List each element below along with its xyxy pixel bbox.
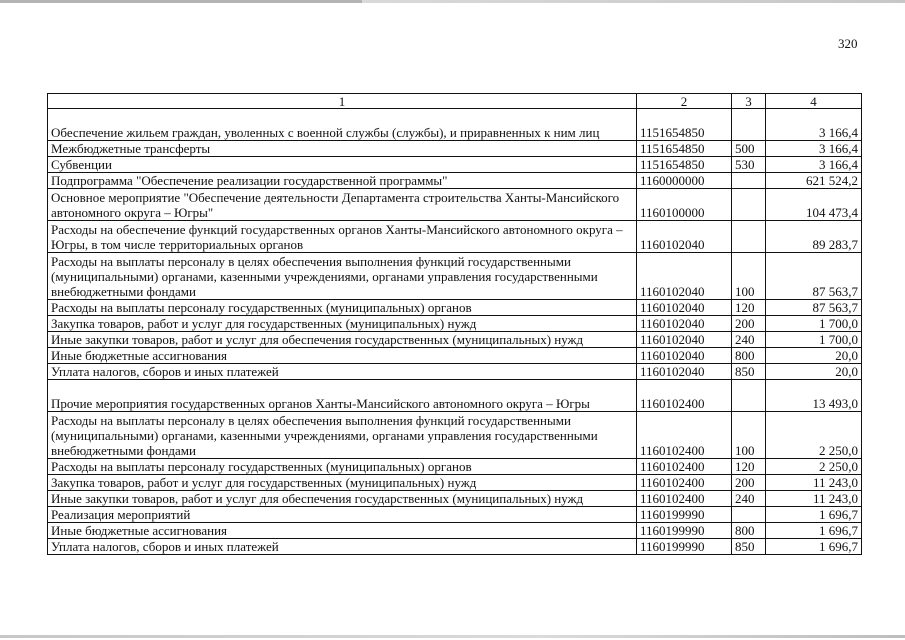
table-header-row	[48, 94, 862, 109]
row-sum: 621 524,2	[766, 173, 862, 189]
table-row	[48, 523, 862, 539]
row-code: 1160100000	[637, 189, 732, 221]
row-name: Реализация мероприятий	[48, 507, 637, 523]
row-type: 120	[732, 300, 766, 316]
row-type	[732, 380, 766, 412]
row-name: Подпрограмма "Обеспечение реализации государственной программы"	[48, 173, 637, 189]
table-row	[48, 332, 862, 348]
row-name: Расходы на выплаты персоналу государственных (муниципальных) органов	[48, 300, 637, 316]
row-sum: 1 700,0	[766, 316, 862, 332]
header-col-1: 1	[48, 94, 637, 109]
table-row	[48, 380, 862, 412]
row-name: Субвенции	[48, 157, 637, 173]
header-col-2: 2	[637, 94, 732, 109]
row-sum: 104 473,4	[766, 189, 862, 221]
row-type: 850	[732, 539, 766, 555]
row-code: 1151654850	[637, 157, 732, 173]
row-code: 1160102400	[637, 380, 732, 412]
row-name: Иные закупки товаров, работ и услуг для обеспечения государственных (муниципальных) нужд	[48, 332, 637, 348]
row-type: 200	[732, 475, 766, 491]
row-sum: 1 700,0	[766, 332, 862, 348]
row-type: 200	[732, 316, 766, 332]
row-name: Иные закупки товаров, работ и услуг для обеспечения государственных (муниципальных) нужд	[48, 491, 637, 507]
row-sum: 3 166,4	[766, 141, 862, 157]
row-sum: 87 563,7	[766, 253, 862, 300]
row-type: 100	[732, 253, 766, 300]
row-code: 1160102400	[637, 459, 732, 475]
row-code: 1160102040	[637, 364, 732, 380]
row-name: Уплата налогов, сборов и иных платежей	[48, 539, 637, 555]
row-sum: 20,0	[766, 364, 862, 380]
table-row	[48, 412, 862, 459]
table-row	[48, 221, 862, 253]
row-code: 1160102400	[637, 491, 732, 507]
row-name: Межбюджетные трансферты	[48, 141, 637, 157]
table-row	[48, 364, 862, 380]
row-sum: 2 250,0	[766, 459, 862, 475]
scan-bottom-edge	[0, 635, 905, 638]
table-row	[48, 348, 862, 364]
row-name: Прочие мероприятия государственных органов Ханты-Мансийского автономного округа – Югры	[48, 380, 637, 412]
row-sum: 11 243,0	[766, 475, 862, 491]
header-col-4: 4	[766, 94, 862, 109]
row-code: 1160102400	[637, 412, 732, 459]
row-name: Обеспечение жильем граждан, уволенных с военной службы (службы), и приравненных к ним лиц	[48, 109, 637, 141]
budget-table	[47, 93, 862, 555]
row-code: 1160102040	[637, 300, 732, 316]
row-type: 240	[732, 332, 766, 348]
row-type: 120	[732, 459, 766, 475]
table-row	[48, 189, 862, 221]
table-row	[48, 300, 862, 316]
row-name: Закупка товаров, работ и услуг для государственных (муниципальных) нужд	[48, 475, 637, 491]
row-name: Закупка товаров, работ и услуг для государственных (муниципальных) нужд	[48, 316, 637, 332]
row-name: Иные бюджетные ассигнования	[48, 348, 637, 364]
row-type	[732, 221, 766, 253]
row-name: Расходы на обеспечение функций государственных органов Ханты-Мансийского автономного округа – Югры, в том числе территориальных органов	[48, 221, 637, 253]
row-type: 100	[732, 412, 766, 459]
row-sum: 20,0	[766, 348, 862, 364]
row-code: 1160102040	[637, 316, 732, 332]
row-type	[732, 189, 766, 221]
table-row	[48, 141, 862, 157]
row-code: 1151654850	[637, 141, 732, 157]
row-type: 530	[732, 157, 766, 173]
table-row	[48, 475, 862, 491]
table-row	[48, 157, 862, 173]
header-col-3: 3	[732, 94, 766, 109]
row-sum: 3 166,4	[766, 157, 862, 173]
row-sum: 1 696,7	[766, 539, 862, 555]
row-code: 1160102400	[637, 475, 732, 491]
row-sum: 11 243,0	[766, 491, 862, 507]
row-type: 850	[732, 364, 766, 380]
row-type: 240	[732, 491, 766, 507]
table-row	[48, 109, 862, 141]
row-name: Иные бюджетные ассигнования	[48, 523, 637, 539]
table-row	[48, 253, 862, 300]
row-code: 1151654850	[637, 109, 732, 141]
row-name: Расходы на выплаты персоналу в целях обеспечения выполнения функций государственными (муниципальными) органами, казенными учреждениями, органами управления государственными внебюджетными фондами	[48, 412, 637, 459]
row-name: Основное мероприятие "Обеспечение деятельности Департамента строительства Ханты-Мансийского автономного округа – Югры"	[48, 189, 637, 221]
row-sum: 2 250,0	[766, 412, 862, 459]
row-code: 1160102040	[637, 348, 732, 364]
scan-top-edge	[0, 0, 905, 3]
row-code: 1160199990	[637, 523, 732, 539]
row-code: 1160199990	[637, 539, 732, 555]
table-row	[48, 539, 862, 555]
table-row	[48, 459, 862, 475]
row-name: Уплата налогов, сборов и иных платежей	[48, 364, 637, 380]
table-row	[48, 507, 862, 523]
table-row	[48, 491, 862, 507]
row-sum: 89 283,7	[766, 221, 862, 253]
row-sum: 1 696,7	[766, 523, 862, 539]
row-code: 1160102040	[637, 221, 732, 253]
row-sum: 3 166,4	[766, 109, 862, 141]
row-sum: 1 696,7	[766, 507, 862, 523]
table-row	[48, 316, 862, 332]
row-sum: 87 563,7	[766, 300, 862, 316]
row-type	[732, 109, 766, 141]
table-row	[48, 173, 862, 189]
row-code: 1160000000	[637, 173, 732, 189]
row-code: 1160102040	[637, 332, 732, 348]
row-code: 1160199990	[637, 507, 732, 523]
row-type: 800	[732, 523, 766, 539]
row-sum: 13 493,0	[766, 380, 862, 412]
row-type	[732, 507, 766, 523]
row-name: Расходы на выплаты персоналу государственных (муниципальных) органов	[48, 459, 637, 475]
row-type: 800	[732, 348, 766, 364]
page-number: 320	[838, 36, 858, 51]
row-type: 500	[732, 141, 766, 157]
row-name: Расходы на выплаты персоналу в целях обеспечения выполнения функций государственными (муниципальными) органами, казенными учреждениями, органами управления государственными внебюджетными фондами	[48, 253, 637, 300]
row-code: 1160102040	[637, 253, 732, 300]
row-type	[732, 173, 766, 189]
